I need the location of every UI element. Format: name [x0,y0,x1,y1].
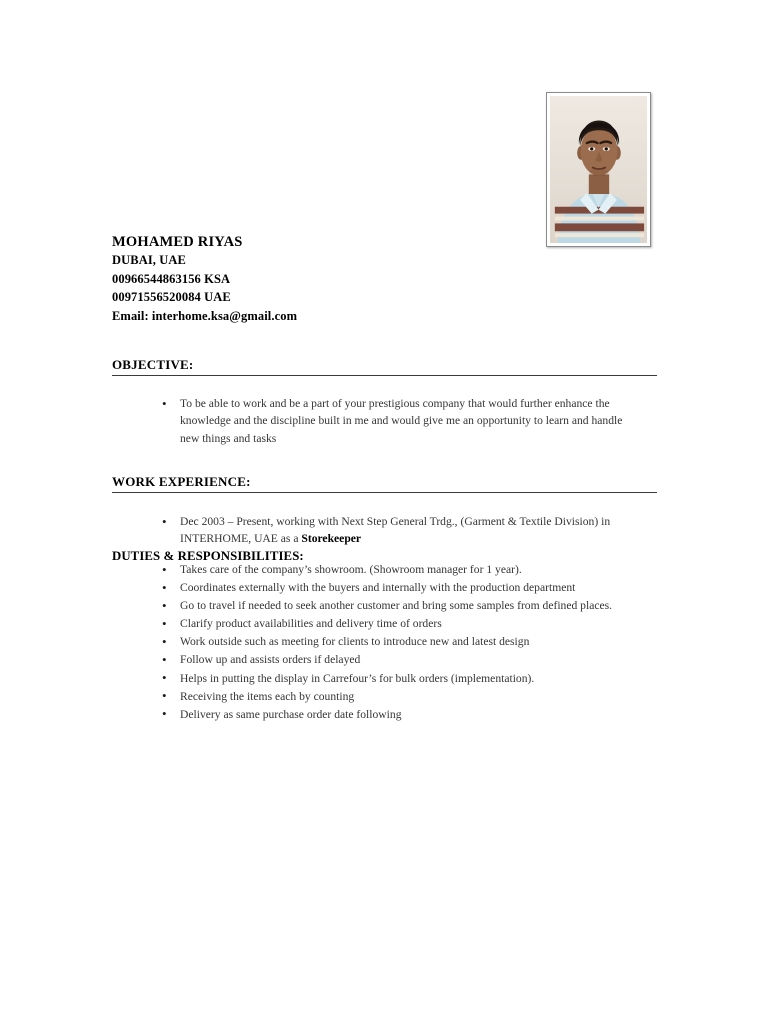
list-item: • Work outside such as meeting for clients to introduce new and latest design [162,633,658,651]
contact-phone-ksa: 00966544863156 KSA [112,271,231,286]
list-item: • Takes care of the company’s showroom. (Showroom manager for 1 year). [162,561,658,579]
objective-list [162,395,630,447]
work-experience-list [162,513,630,548]
objective-divider [112,375,657,376]
list-item: • Dec 2003 – Present, working with Next Step General Trdg., (Garment & Textile Division) in INTERHOME, UAE as a Storekeeper [162,513,630,548]
list-item: • Receiving the items each by counting [162,688,658,706]
applicant-name: MOHAMED RIYAS [112,234,243,250]
applicant-photo-frame [546,92,651,247]
list-item: • Coordinates externally with the buyers and internally with the production department [162,579,658,597]
list-item: • Follow up and assists orders if delayed [162,651,658,669]
duties-list [162,561,658,724]
list-item: • Go to travel if needed to seek another customer and bring some samples from defined places. [162,597,658,615]
contact-phone-uae: 00971556520084 UAE [112,290,231,304]
objective-heading: OBJECTIVE: [112,357,194,372]
list-item: • To be able to work and be a part of your prestigious company that would further enhance the knowledge and the discipline built in me and would give me an opportunity to learn and handle new things and tasks [162,395,630,447]
contact-location: DUBAI, UAE [112,253,186,267]
applicant-photo [550,96,647,243]
work-experience-divider [112,492,657,493]
list-item: • Clarify product availabilities and delivery time of orders [162,615,658,633]
work-experience-heading: WORK EXPERIENCE: [112,474,251,489]
contact-header [112,233,297,325]
contact-email: Email: interhome.ksa@gmail.com [112,308,298,323]
list-item: • Delivery as same purchase order date following [162,706,658,724]
duties-heading: DUTIES & RESPONSIBILITIES: [112,549,304,563]
list-item: • Helps in putting the display in Carrefour’s for bulk orders (implementation). [162,670,658,688]
